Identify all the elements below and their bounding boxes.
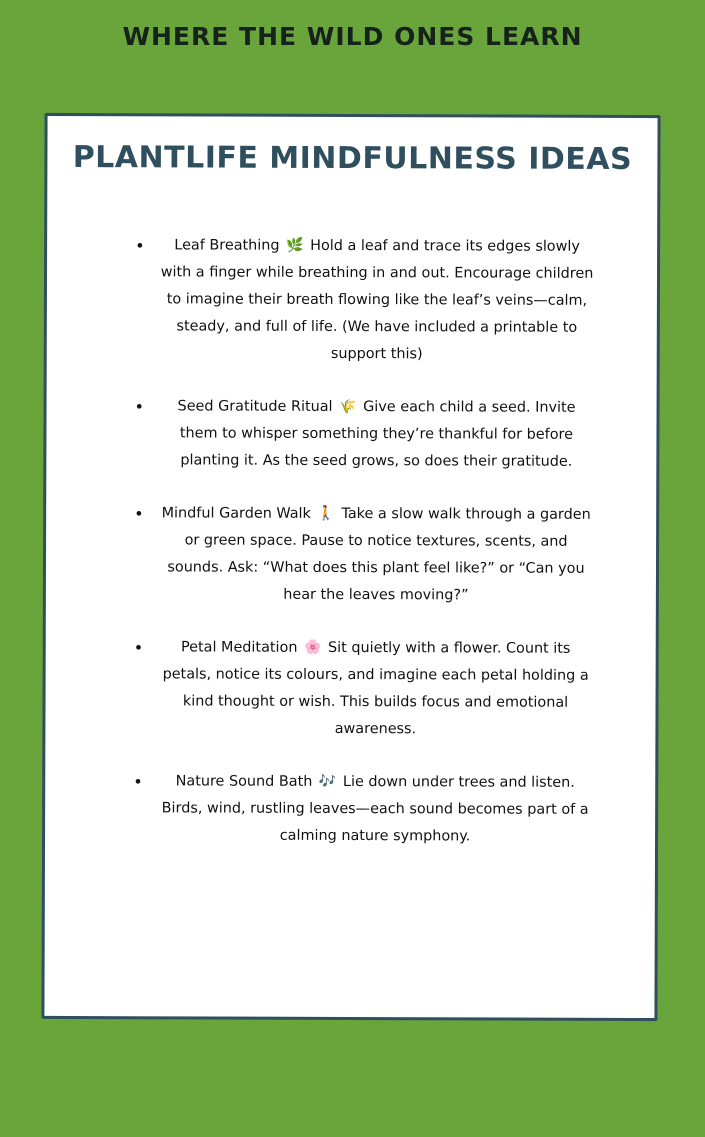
leaf-icon: 🌿 [286, 237, 304, 254]
idea-description: Take a slow walk through a garden or green space. Pause to notice textures, scents, and sounds. Ask: “What does this plant feel like?” or “Can you hear the leaves moving?” [167, 505, 591, 604]
wheat-icon: 🌾 [339, 398, 357, 416]
idea-description: Hold a leaf and trace its edges slowly with a finger while breathing in and out. Encourage children to imagine their breath flowing like the leaf’s veins—calm, steady, and full of life. (We have included a printable to support this) [160, 237, 594, 363]
idea-name: Nature Sound Bath [175, 773, 313, 790]
music-notes-icon: 🎶 [318, 773, 337, 790]
walking-person-icon: 🚶 [317, 505, 335, 522]
bullet-icon: • [133, 772, 143, 792]
idea-description: Lie down under trees and listen. Birds, wind, rustling leaves—each sound becomes part of a calming nature symphony. [161, 773, 589, 845]
mindfulness-ideas-list [133, 232, 595, 877]
idea-name: Petal Meditation [180, 639, 298, 656]
bullet-icon: • [134, 397, 145, 417]
idea-description: Sit quietly with a flower. Count its petals, notice its colours, and imagine each petal holding a kind thought or wish. This builds focus and emotional awareness. [162, 639, 589, 738]
bullet-icon: • [134, 504, 144, 524]
idea-name: Mindful Garden Walk [161, 505, 311, 522]
list-item [134, 393, 594, 476]
list-item [134, 500, 594, 610]
flower-icon: 🌸 [304, 639, 322, 656]
card-title: PLANTLIFE MINDFULNESS IDEAS [72, 140, 633, 177]
mindfulness-card [41, 113, 660, 1021]
list-item [133, 634, 593, 744]
bullet-icon: • [135, 236, 145, 256]
list-item [133, 768, 593, 851]
idea-name: Leaf Breathing [174, 237, 280, 254]
idea-description: Give each child a seed. Invite them to whisper something they’re thankful for before planting it. As the seed grows, so does their gratitude. [179, 399, 576, 470]
bullet-icon: • [133, 638, 144, 658]
idea-name: Seed Gratitude Ritual [177, 398, 333, 415]
list-item [135, 232, 595, 369]
page-header-title: WHERE THE WILD ONES LEARN [122, 22, 583, 51]
